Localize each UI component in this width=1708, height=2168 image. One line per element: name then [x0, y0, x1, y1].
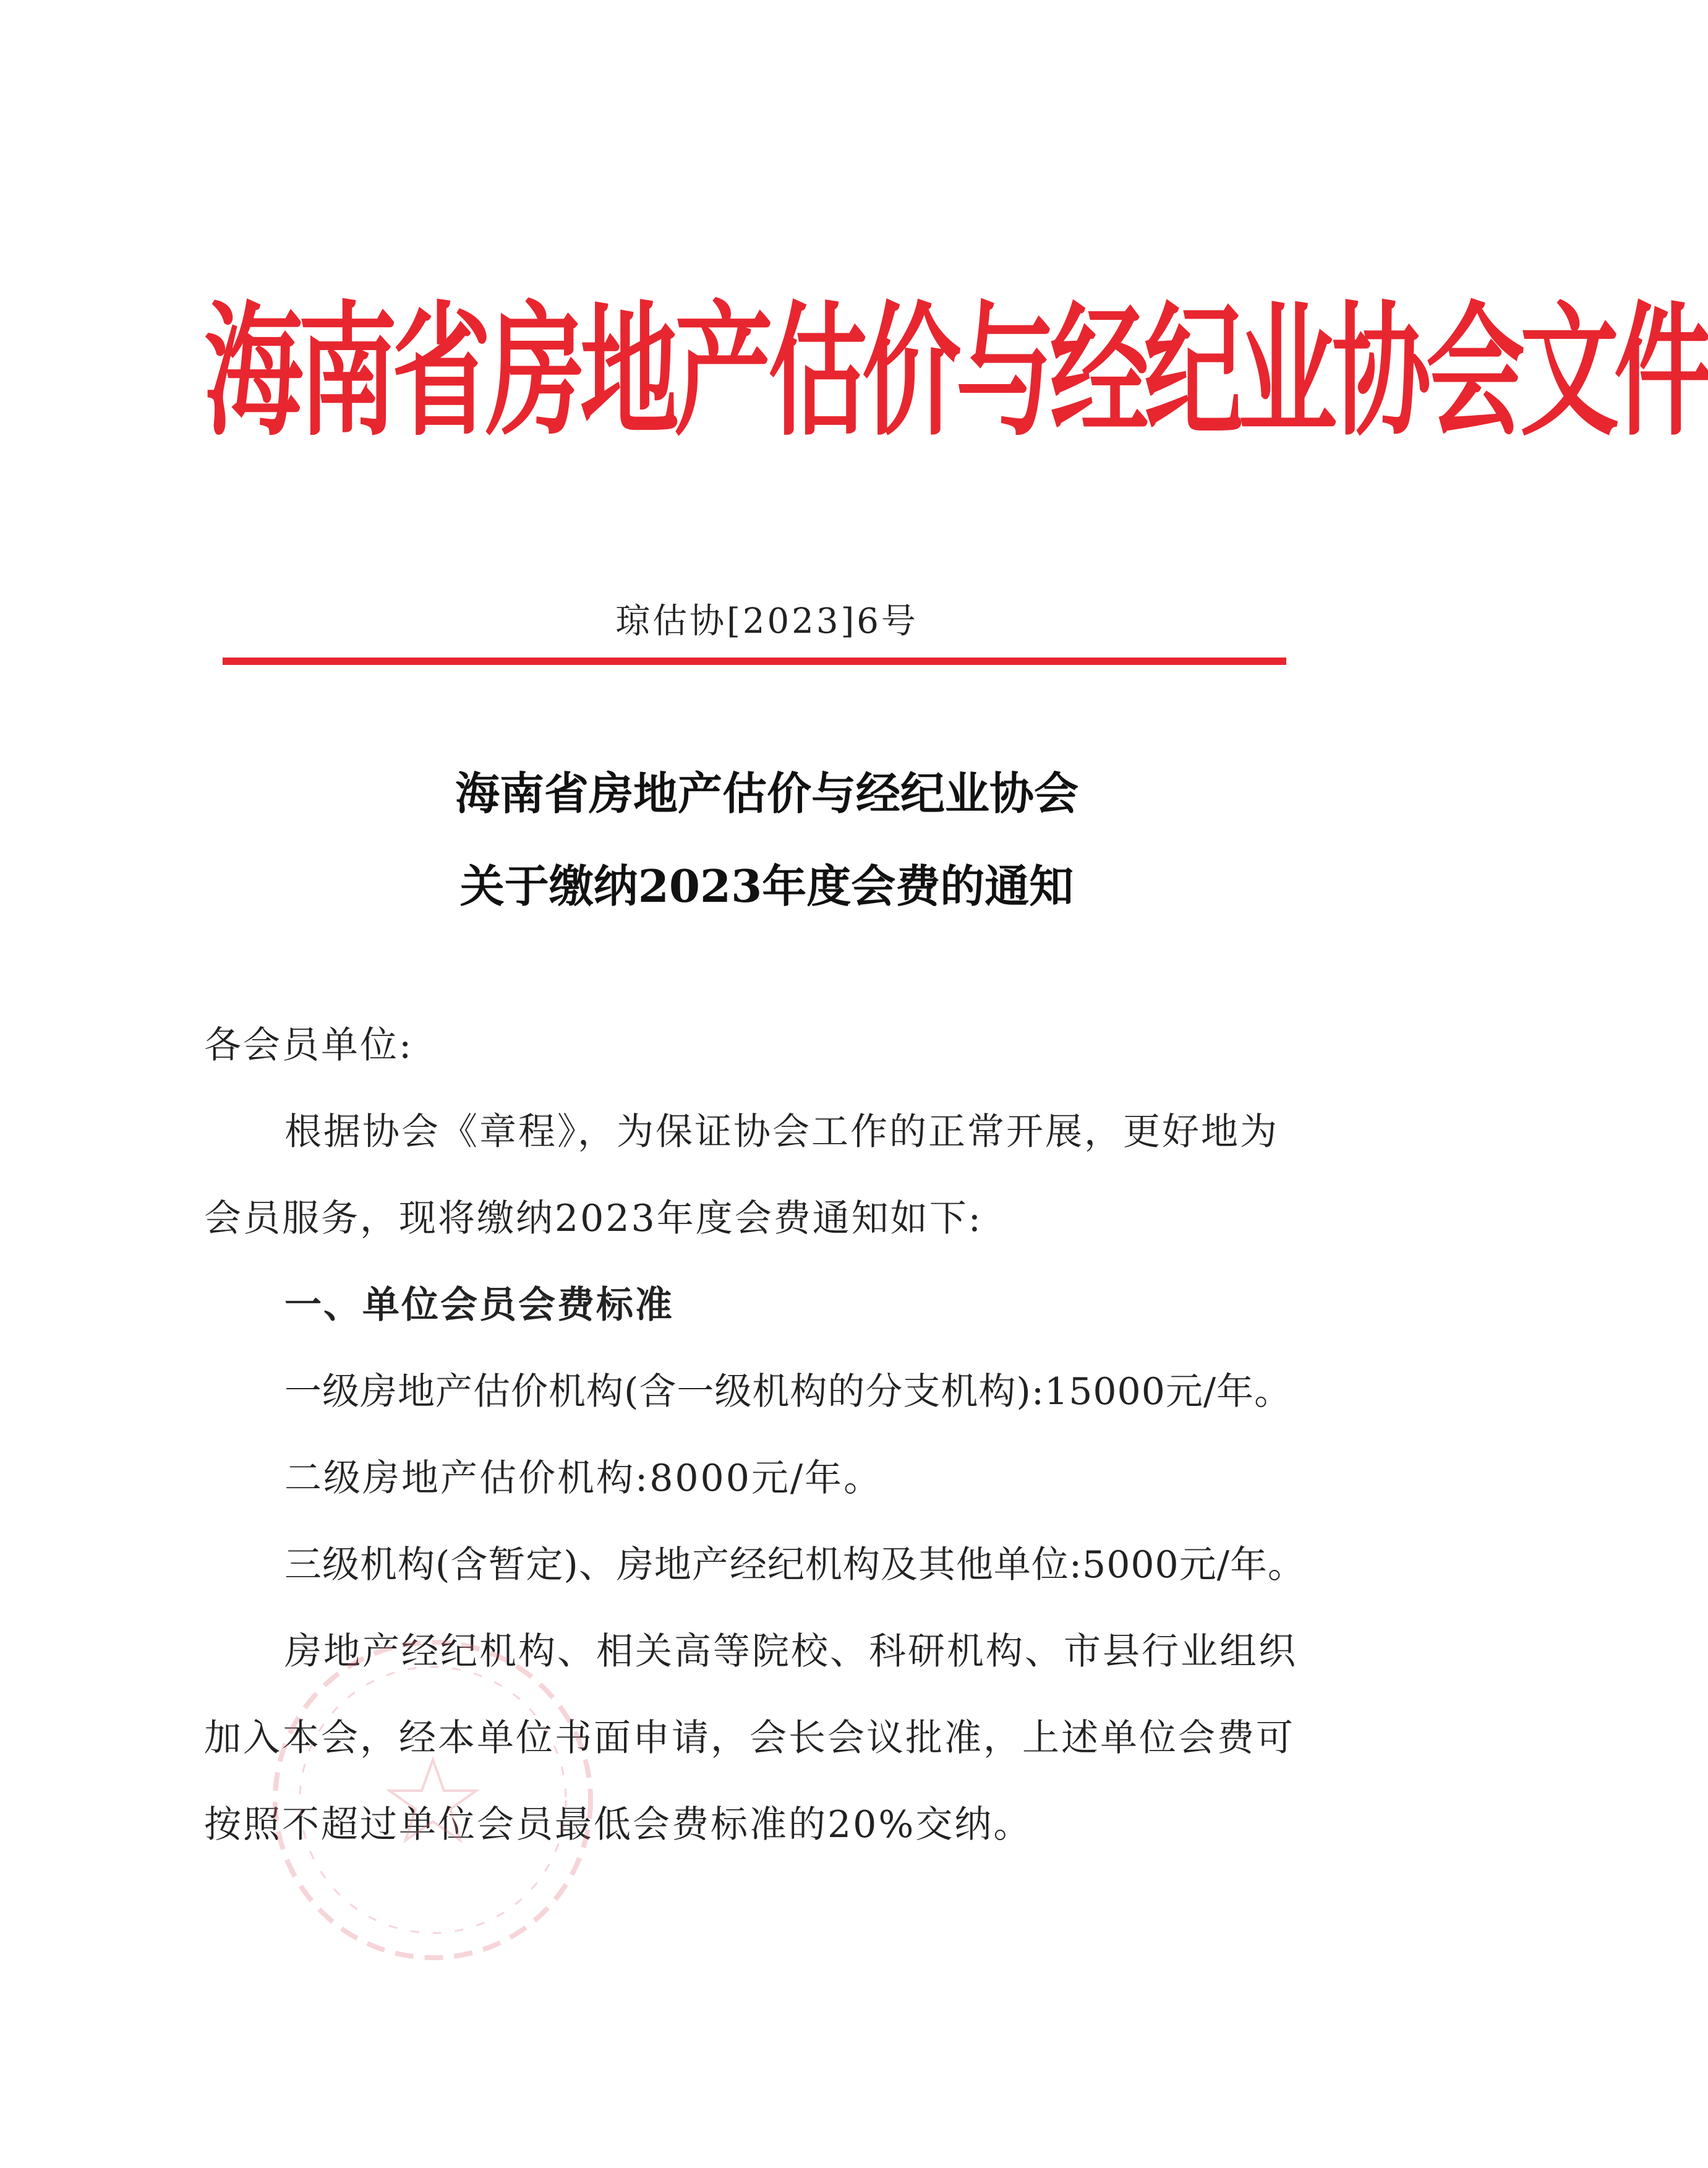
intro-paragraph-line-2: 会员服务，现将缴纳2023年度会费通知如下: — [204, 1197, 983, 1240]
note-paragraph-line-1: 房地产经纪机构、相关高等院校、科研机构、市县行业组织 — [284, 1630, 1297, 1673]
fee-item-level-2: 二级房地产估价机构:8000元/年。 — [284, 1457, 883, 1500]
document-masthead: 海南省房地产估价与经纪业协会文件 — [204, 286, 1708, 456]
salutation: 各会员单位: — [204, 1024, 414, 1067]
section-heading-1: 一、单位会员会费标准 — [284, 1283, 674, 1327]
note-paragraph-line-3: 按照不超过单位会员最低会费标准的20%交纳。 — [204, 1803, 1033, 1846]
document-number: 琼估协[2023]6号 — [615, 601, 918, 641]
faded-seal-stamp — [266, 1633, 600, 1967]
intro-paragraph-line-1: 根据协会《章程》，为保证协会工作的正常开展，更好地为 — [284, 1110, 1279, 1154]
red-divider-line — [223, 658, 1286, 665]
fee-item-level-1: 一级房地产估价机构(含一级机构的分支机构):15000元/年。 — [284, 1370, 1292, 1413]
notice-title-line-1: 海南省房地产估价与经纪业协会 — [455, 767, 1078, 820]
note-paragraph-line-2: 加入本会，经本单位书面申请，会长会议批准，上述单位会费可 — [204, 1716, 1295, 1760]
fee-item-level-3: 三级机构(含暂定)、房地产经纪机构及其他单位:5000元/年。 — [284, 1543, 1305, 1587]
notice-title-line-2: 关于缴纳2023年度会费的通知 — [459, 860, 1074, 912]
